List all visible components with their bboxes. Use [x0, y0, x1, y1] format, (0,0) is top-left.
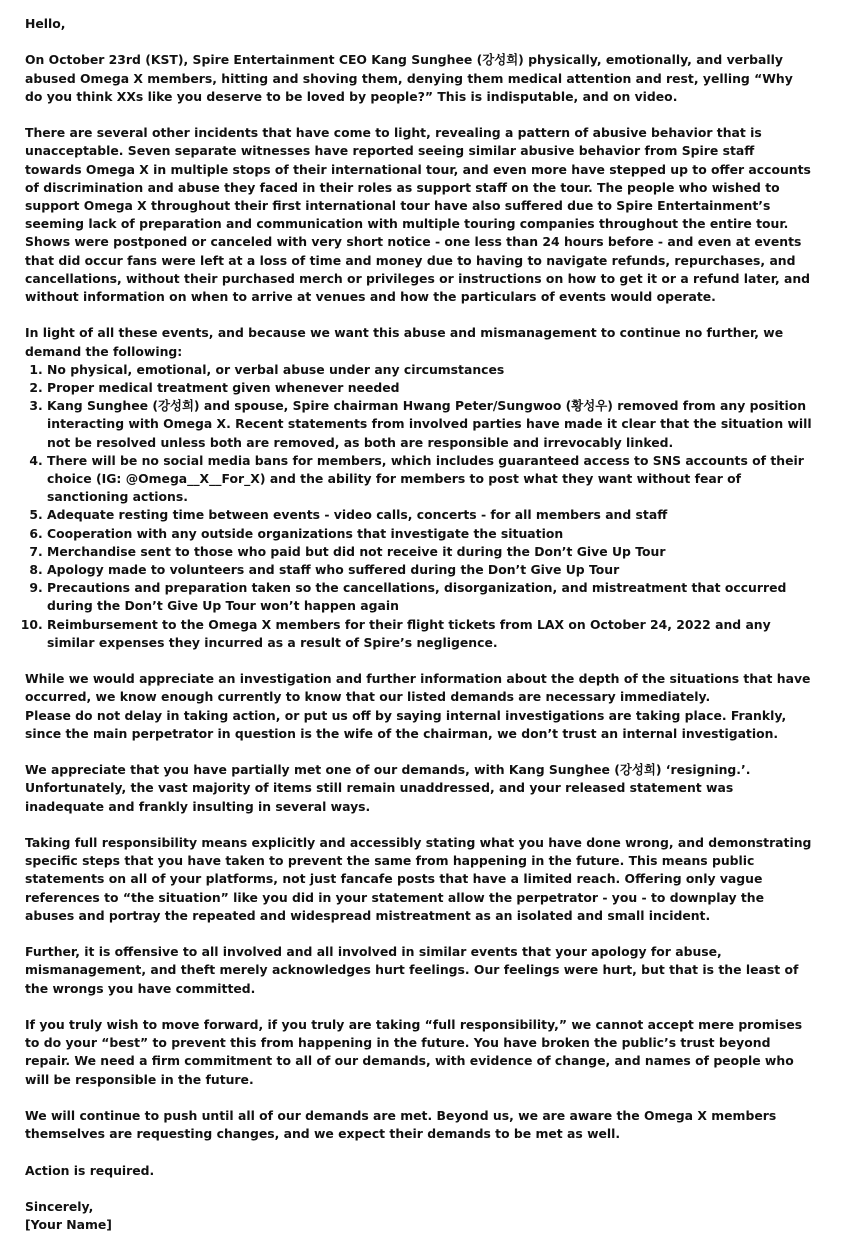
- paragraph-continue: We will continue to push until all of our demands are met. Beyond us, we are aware the Omega X members themselves are requesting changes, and we expect their demands to be met as well.: [25, 1108, 777, 1142]
- paragraph-investigation: While we would appreciate an investigation and further information about the depth of the situations that have occurred, we know enough currently to know that our listed demands are necessary immediately.: [25, 671, 811, 705]
- demands-list: [25, 361, 812, 652]
- demand-item: 8. Apology made to volunteers and staff who suffered during the Don’t Give Up Tour: [47, 561, 812, 579]
- demand-item: 2. Proper medical treatment given whenever needed: [47, 379, 812, 397]
- greeting: Hello,: [25, 16, 66, 31]
- paragraph-demands-intro: In light of all these events, and because we want this abuse and mismanagement to continue no further, we demand the following:: [25, 325, 784, 359]
- signature: [Your Name]: [25, 1217, 112, 1233]
- demand-item: 5. Adequate resting time between events - video calls, concerts - for all members and staff: [47, 506, 812, 524]
- paragraph-incident: On October 23rd (KST), Spire Entertainment CEO Kang Sunghee (강성희) physically, emotionally, and verbally abused Omega X members, hitting and shoving them, denying them medical attention and rest, yelling “Why do you think XXs like you deserve to be loved by people?” This is indisputable, and on video.: [25, 52, 793, 104]
- closing: Sincerely,: [25, 1199, 94, 1215]
- paragraph-action: Action is required.: [25, 1162, 155, 1178]
- paragraph-offensive: Further, it is offensive to all involved and all involved in similar events that your apology for abuse, mismanagement, and theft merely acknowledges hurt feelings. Our feelings were hurt, but that is the least of the wrongs you have committed.: [25, 944, 799, 996]
- letter: [25, 15, 812, 1234]
- demand-item: 1. No physical, emotional, or verbal abuse under any circumstances: [47, 361, 812, 379]
- demand-item: 10. Reimbursement to the Omega X members for their flight tickets from LAX on October 24, 2022 and any similar expenses they incurred as a result of Spire’s negligence.: [47, 616, 812, 652]
- paragraph-partial: We appreciate that you have partially met one of our demands, with Kang Sunghee (강성희) ‘resigning.’. Unfortunately, the vast majority of items still remain unaddressed, and your released statement was inadequate and frankly insulting in several ways.: [25, 762, 751, 814]
- demand-item: 9. Precautions and preparation taken so the cancellations, disorganization, and mistreatment that occurred during the Don’t Give Up Tour won’t happen again: [47, 579, 812, 615]
- demand-item: 7. Merchandise sent to those who paid but did not receive it during the Don’t Give Up Tour: [47, 543, 812, 561]
- demand-item: 4. There will be no social media bans for members, which includes guaranteed access to SNS accounts of their choice (IG: @Omega__X__For_X) and the ability for members to post what they want without fear of sanctioning actions.: [47, 452, 812, 507]
- demand-item: 3. Kang Sunghee (강성희) and spouse, Spire chairman Hwang Peter/Sungwoo (황성우) removed from any position interacting with Omega X. Recent statements from involved parties have made it clear that the situation will not be resolved unless both are removed, as both are responsible and irrevocably linked.: [47, 397, 812, 452]
- paragraph-responsibility: Taking full responsibility means explicitly and accessibly stating what you have done wrong, and demonstrating specific steps that you have taken to prevent the same from happening in the future. This means public statements on all of your platforms, not just fancafe posts that have a limited reach. Offering only vague references to “the situation” like you did in your statement allow the perpetrator - you - to downplay the abuses and portray the repeated and widespread mistreatment as an isolated and small incident.: [25, 835, 812, 923]
- paragraph-other-incidents: There are several other incidents that have come to light, revealing a pattern of abusive behavior that is unacceptable. Seven separate witnesses have reported seeing similar abusive behavior from Spire staff towards Omega X in multiple stops of their international tour, and even more have stepped up to offer accounts of discrimination and abuse they faced in their roles as support staff on the tour. The people who wished to support Omega X throughout their first international tour have also suffered due to Spire Entertainment’s seeming lack of preparation and communication with multiple touring companies throughout the entire tour. Shows were postponed or canceled with very short notice - one less than 24 hours before - and even at events that did occur fans were left at a loss of time and money due to having to navigate refunds, repurchases, and cancellations, without their purchased merch or privileges or instructions on how to get it or a refund later, and without information on when to arrive at venues and how the particulars of events would operate.: [25, 125, 811, 305]
- paragraph-no-delay: Please do not delay in taking action, or put us off by saying internal investigations are taking place. Frankly, since the main perpetrator in question is the wife of the chairman, we don’t trust an internal investigation.: [25, 707, 787, 741]
- demand-item: 6. Cooperation with any outside organizations that investigate the situation: [47, 525, 812, 543]
- paragraph-move-forward: If you truly wish to move forward, if you truly are taking “full responsibility,” we cannot accept mere promises to do your “best” to prevent this from happening in the future. You have broken the public’s trust beyond repair. We need a firm commitment to all of our demands, with evidence of change, and names of people who will be responsible in the future.: [25, 1017, 803, 1087]
